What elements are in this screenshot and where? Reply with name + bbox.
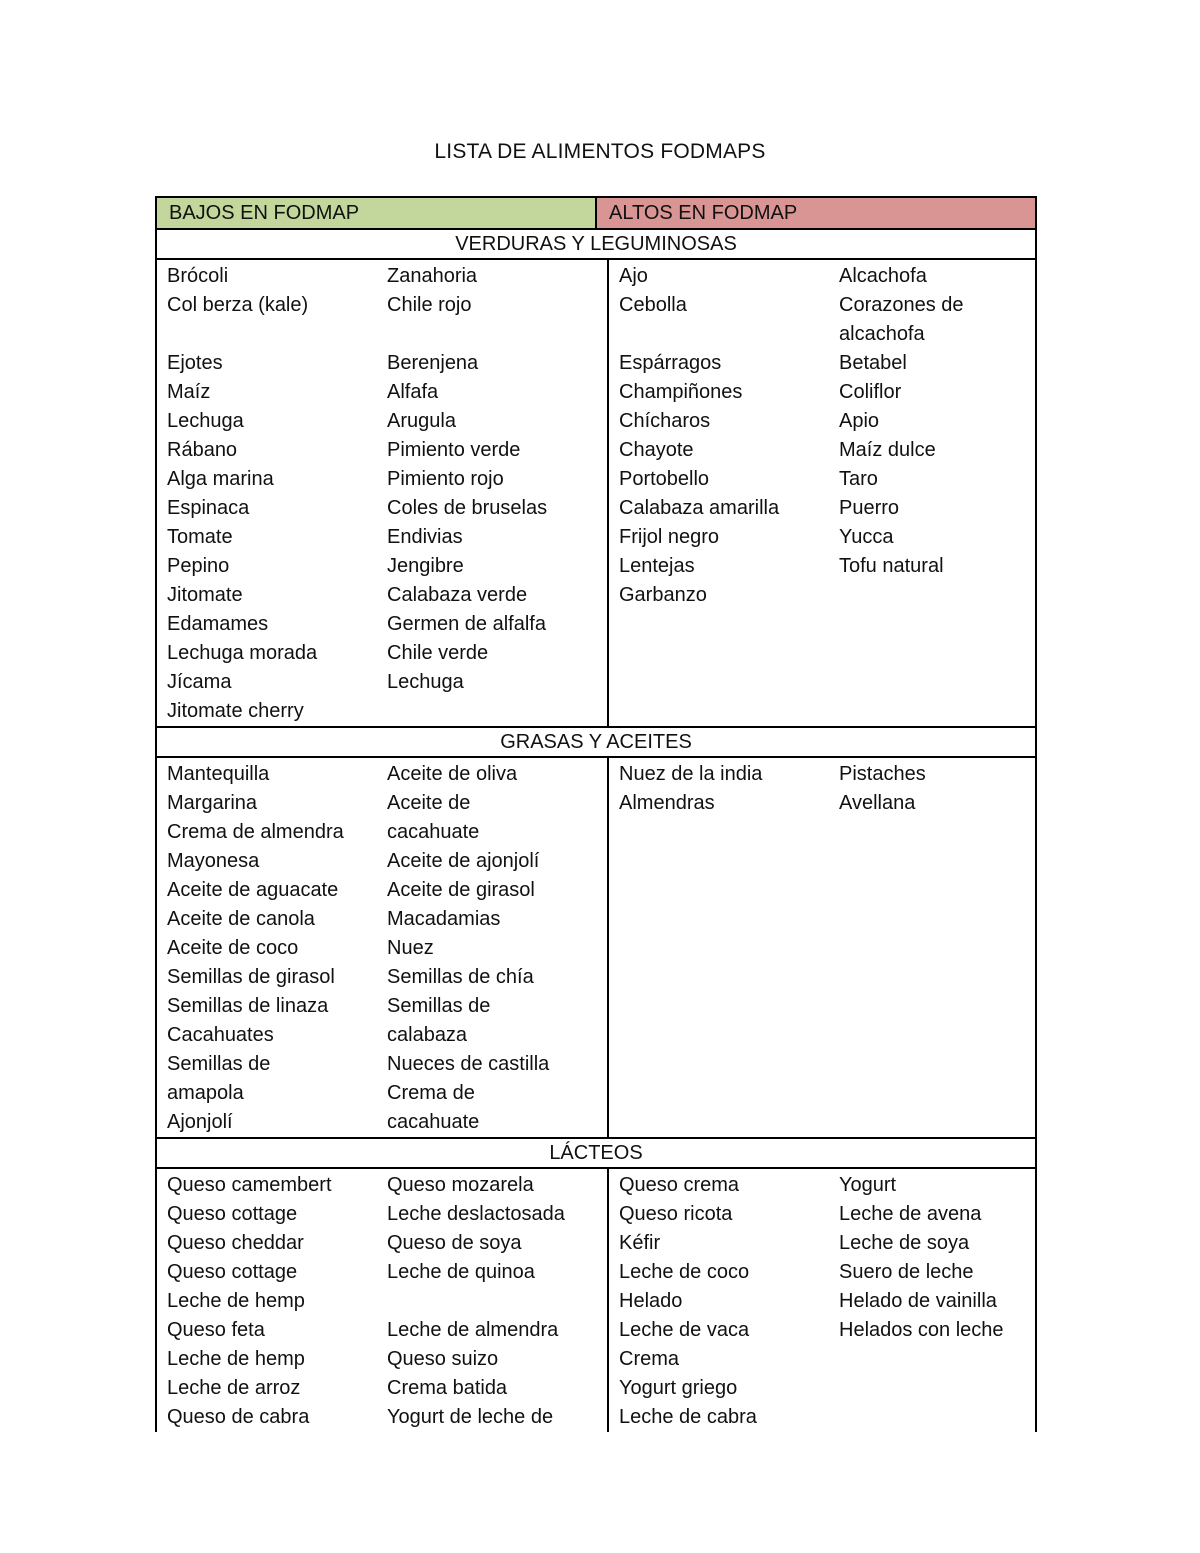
food-item: Ajo [619, 265, 648, 287]
food-item: Chícharos [619, 410, 711, 432]
category-heading: VERDURAS Y LEGUMINOSAS [157, 230, 1035, 260]
food-item [839, 1050, 1059, 1079]
food-item: Aceite de ajonjolí [387, 850, 540, 872]
high-food-column [839, 760, 1059, 1137]
food-item: Germen de alfalfa [387, 613, 546, 635]
food-item [619, 697, 839, 726]
food-item: Queso ricota [619, 1203, 733, 1225]
food-item [839, 1403, 1059, 1432]
food-item [619, 992, 839, 1021]
food-item: Aceite de oliva [387, 763, 518, 785]
food-item: Margarina [167, 792, 258, 814]
food-item: Helados con leche [839, 1319, 1004, 1341]
food-item: Yogurt de leche de [387, 1406, 554, 1428]
food-item: Queso cheddar [167, 1232, 304, 1254]
food-item: Espinaca [167, 497, 250, 519]
food-item: Cebolla [619, 294, 687, 316]
high-food-column [619, 1171, 839, 1432]
food-item: Queso camembert [167, 1174, 332, 1196]
food-item: Aceite de [387, 792, 471, 814]
food-item [839, 963, 1059, 992]
food-item: Yogurt [839, 1174, 897, 1196]
food-item: Jitomate [167, 584, 243, 606]
food-item [619, 818, 839, 847]
page-title: LISTA DE ALIMENTOS FODMAPS [434, 140, 766, 163]
food-item [839, 1374, 1059, 1403]
category-heading: LÁCTEOS [157, 1139, 1035, 1169]
food-item: Pimiento rojo [387, 468, 504, 490]
food-item: cacahuate [387, 1111, 480, 1133]
food-item [619, 847, 839, 876]
category-heading: GRASAS Y ACEITES [157, 728, 1035, 758]
food-item [839, 1021, 1059, 1050]
food-item: Leche deslactosada [387, 1203, 565, 1225]
food-item [839, 697, 1059, 726]
food-item: Brócoli [167, 265, 229, 287]
food-item: Avellana [839, 792, 916, 814]
table-sections [157, 230, 1035, 1432]
high-fodmap-cell [609, 260, 1059, 726]
food-item: Col berza (kale) [167, 294, 309, 316]
food-item: Lentejas [619, 555, 695, 577]
food-item: Leche de coco [619, 1261, 750, 1283]
food-item [839, 610, 1059, 639]
food-item: Nuez de la india [619, 763, 763, 785]
food-item [839, 581, 1059, 610]
food-item: Leche de soya [839, 1232, 970, 1254]
low-fodmap-cell [157, 758, 609, 1137]
food-item: Jengibre [387, 555, 464, 577]
food-item: Portobello [619, 468, 710, 490]
food-item: Nuez [387, 937, 434, 959]
food-item [839, 905, 1059, 934]
food-item [619, 610, 839, 639]
food-item: Leche de hemp [167, 1348, 305, 1370]
food-item: Crema de almendra [167, 821, 344, 843]
food-item [839, 1108, 1059, 1137]
food-item: Leche de cabra [619, 1406, 757, 1428]
food-item: Aceite de canola [167, 908, 315, 930]
food-item: Leche de avena [839, 1203, 982, 1225]
food-item [839, 668, 1059, 697]
food-item: Queso mozarela [387, 1174, 534, 1196]
food-item: Jitomate cherry [167, 700, 304, 722]
food-item: Alga marina [167, 468, 274, 490]
low-food-column [167, 760, 387, 1137]
food-item: Betabel [839, 352, 907, 374]
food-item: Queso crema [619, 1174, 740, 1196]
food-item: Aceite de aguacate [167, 879, 339, 901]
food-item: Maíz [167, 381, 211, 403]
food-item: Queso cottage [167, 1261, 298, 1283]
food-item: alcachofa [839, 323, 925, 345]
food-item: Rábano [167, 439, 238, 461]
food-item: Coliflor [839, 381, 902, 403]
food-item: Semillas de [387, 995, 491, 1017]
food-item [839, 818, 1059, 847]
food-item [387, 320, 607, 349]
food-item [387, 1287, 607, 1316]
food-item: Apio [839, 410, 880, 432]
food-item: Kéfir [619, 1232, 661, 1254]
food-item: Alfafa [387, 381, 439, 403]
food-item: Cacahuates [167, 1024, 274, 1046]
food-item: Helado [619, 1290, 683, 1312]
food-item [619, 1021, 839, 1050]
food-item: Helado de vainilla [839, 1290, 997, 1312]
food-item: Queso de cabra [167, 1406, 310, 1428]
food-item: Chile verde [387, 642, 489, 664]
high-food-column [839, 262, 1059, 726]
food-item [839, 1345, 1059, 1374]
category-body [157, 260, 1035, 728]
food-item: Arugula [387, 410, 456, 432]
food-item: Crema batida [387, 1377, 508, 1399]
food-item [619, 1050, 839, 1079]
food-item [619, 320, 839, 349]
food-item [839, 1079, 1059, 1108]
food-item: Berenjena [387, 352, 479, 374]
food-item: Leche de almendra [387, 1319, 559, 1341]
food-item: cacahuate [387, 821, 480, 843]
food-item: calabaza [387, 1024, 468, 1046]
food-item [387, 697, 607, 726]
food-item: Champiñones [619, 381, 743, 403]
food-item: Leche de hemp [167, 1290, 305, 1312]
food-item [619, 1079, 839, 1108]
food-item [839, 934, 1059, 963]
food-item [619, 905, 839, 934]
food-item: Taro [839, 468, 878, 490]
food-item: Mayonesa [167, 850, 260, 872]
food-item: Frijol negro [619, 526, 720, 548]
high-food-column [619, 262, 839, 726]
food-item: Queso de soya [387, 1232, 522, 1254]
food-item: Macadamias [387, 908, 501, 930]
food-item: Aceite de girasol [387, 879, 535, 901]
low-food-column [167, 1171, 387, 1432]
category-body [157, 758, 1035, 1139]
food-item: Corazones de [839, 294, 964, 316]
low-food-column [387, 760, 607, 1137]
food-item [619, 963, 839, 992]
food-item [839, 639, 1059, 668]
low-fodmap-cell [157, 260, 609, 726]
food-item [839, 992, 1059, 1021]
low-food-column [387, 1171, 607, 1432]
food-item: Pepino [167, 555, 230, 577]
food-item [839, 847, 1059, 876]
food-item: Jícama [167, 671, 232, 693]
food-item [167, 320, 387, 349]
food-item: Leche de quinoa [387, 1261, 535, 1283]
food-item: amapola [167, 1082, 244, 1104]
food-item: Aceite de coco [167, 937, 299, 959]
food-item: Suero de leche [839, 1261, 974, 1283]
food-item: Lechuga [167, 410, 244, 432]
table-header-row [157, 198, 1035, 230]
food-item: Coles de bruselas [387, 497, 548, 519]
food-item: Ajonjolí [167, 1111, 233, 1133]
food-item: Endivias [387, 526, 463, 548]
food-item: Tofu natural [839, 555, 944, 577]
food-item: Leche de arroz [167, 1377, 301, 1399]
high-food-column [839, 1171, 1059, 1432]
food-item: Maíz dulce [839, 439, 936, 461]
food-item: Lechuga [387, 671, 464, 693]
food-item: Crema de [387, 1082, 475, 1104]
food-item: Semillas de girasol [167, 966, 335, 988]
food-item: Nueces de castilla [387, 1053, 550, 1075]
food-item: Espárragos [619, 352, 722, 374]
food-item [619, 876, 839, 905]
low-fodmap-header: BAJOS EN FODMAP [157, 198, 597, 228]
high-fodmap-cell [609, 758, 1059, 1137]
food-item: Queso cottage [167, 1203, 298, 1225]
food-item: Alcachofa [839, 265, 927, 287]
high-food-column [619, 760, 839, 1137]
food-item: Semillas de chía [387, 966, 534, 988]
food-item: Chile rojo [387, 294, 472, 316]
food-item: Garbanzo [619, 584, 707, 606]
food-item: Semillas de [167, 1053, 271, 1075]
food-item: Zanahoria [387, 265, 478, 287]
food-item: Leche de vaca [619, 1319, 750, 1341]
food-item: Almendras [619, 792, 715, 814]
food-item: Puerro [839, 497, 900, 519]
high-fodmap-header: ALTOS EN FODMAP [597, 198, 1035, 228]
food-item: Pimiento verde [387, 439, 521, 461]
food-item: Ejotes [167, 352, 223, 374]
food-item: Pistaches [839, 763, 926, 785]
food-item: Edamames [167, 613, 269, 635]
food-item [619, 668, 839, 697]
category-body [157, 1169, 1035, 1432]
food-item: Lechuga morada [167, 642, 318, 664]
food-item: Calabaza verde [387, 584, 528, 606]
food-item [839, 876, 1059, 905]
food-item: Chayote [619, 439, 694, 461]
food-item: Crema [619, 1348, 680, 1370]
fodmap-table [155, 196, 1037, 1432]
food-item [619, 1108, 839, 1137]
food-item: Queso feta [167, 1319, 265, 1341]
food-item [619, 639, 839, 668]
low-food-column [387, 262, 607, 726]
food-item: Queso suizo [387, 1348, 499, 1370]
low-food-column [167, 262, 387, 726]
food-item: Calabaza amarilla [619, 497, 780, 519]
high-fodmap-cell [609, 1169, 1059, 1432]
food-item: Yucca [839, 526, 894, 548]
food-item: Yogurt griego [619, 1377, 738, 1399]
low-fodmap-cell [157, 1169, 609, 1432]
food-item: Mantequilla [167, 763, 270, 785]
food-item: Semillas de linaza [167, 995, 329, 1017]
food-item [619, 934, 839, 963]
food-item: Tomate [167, 526, 233, 548]
